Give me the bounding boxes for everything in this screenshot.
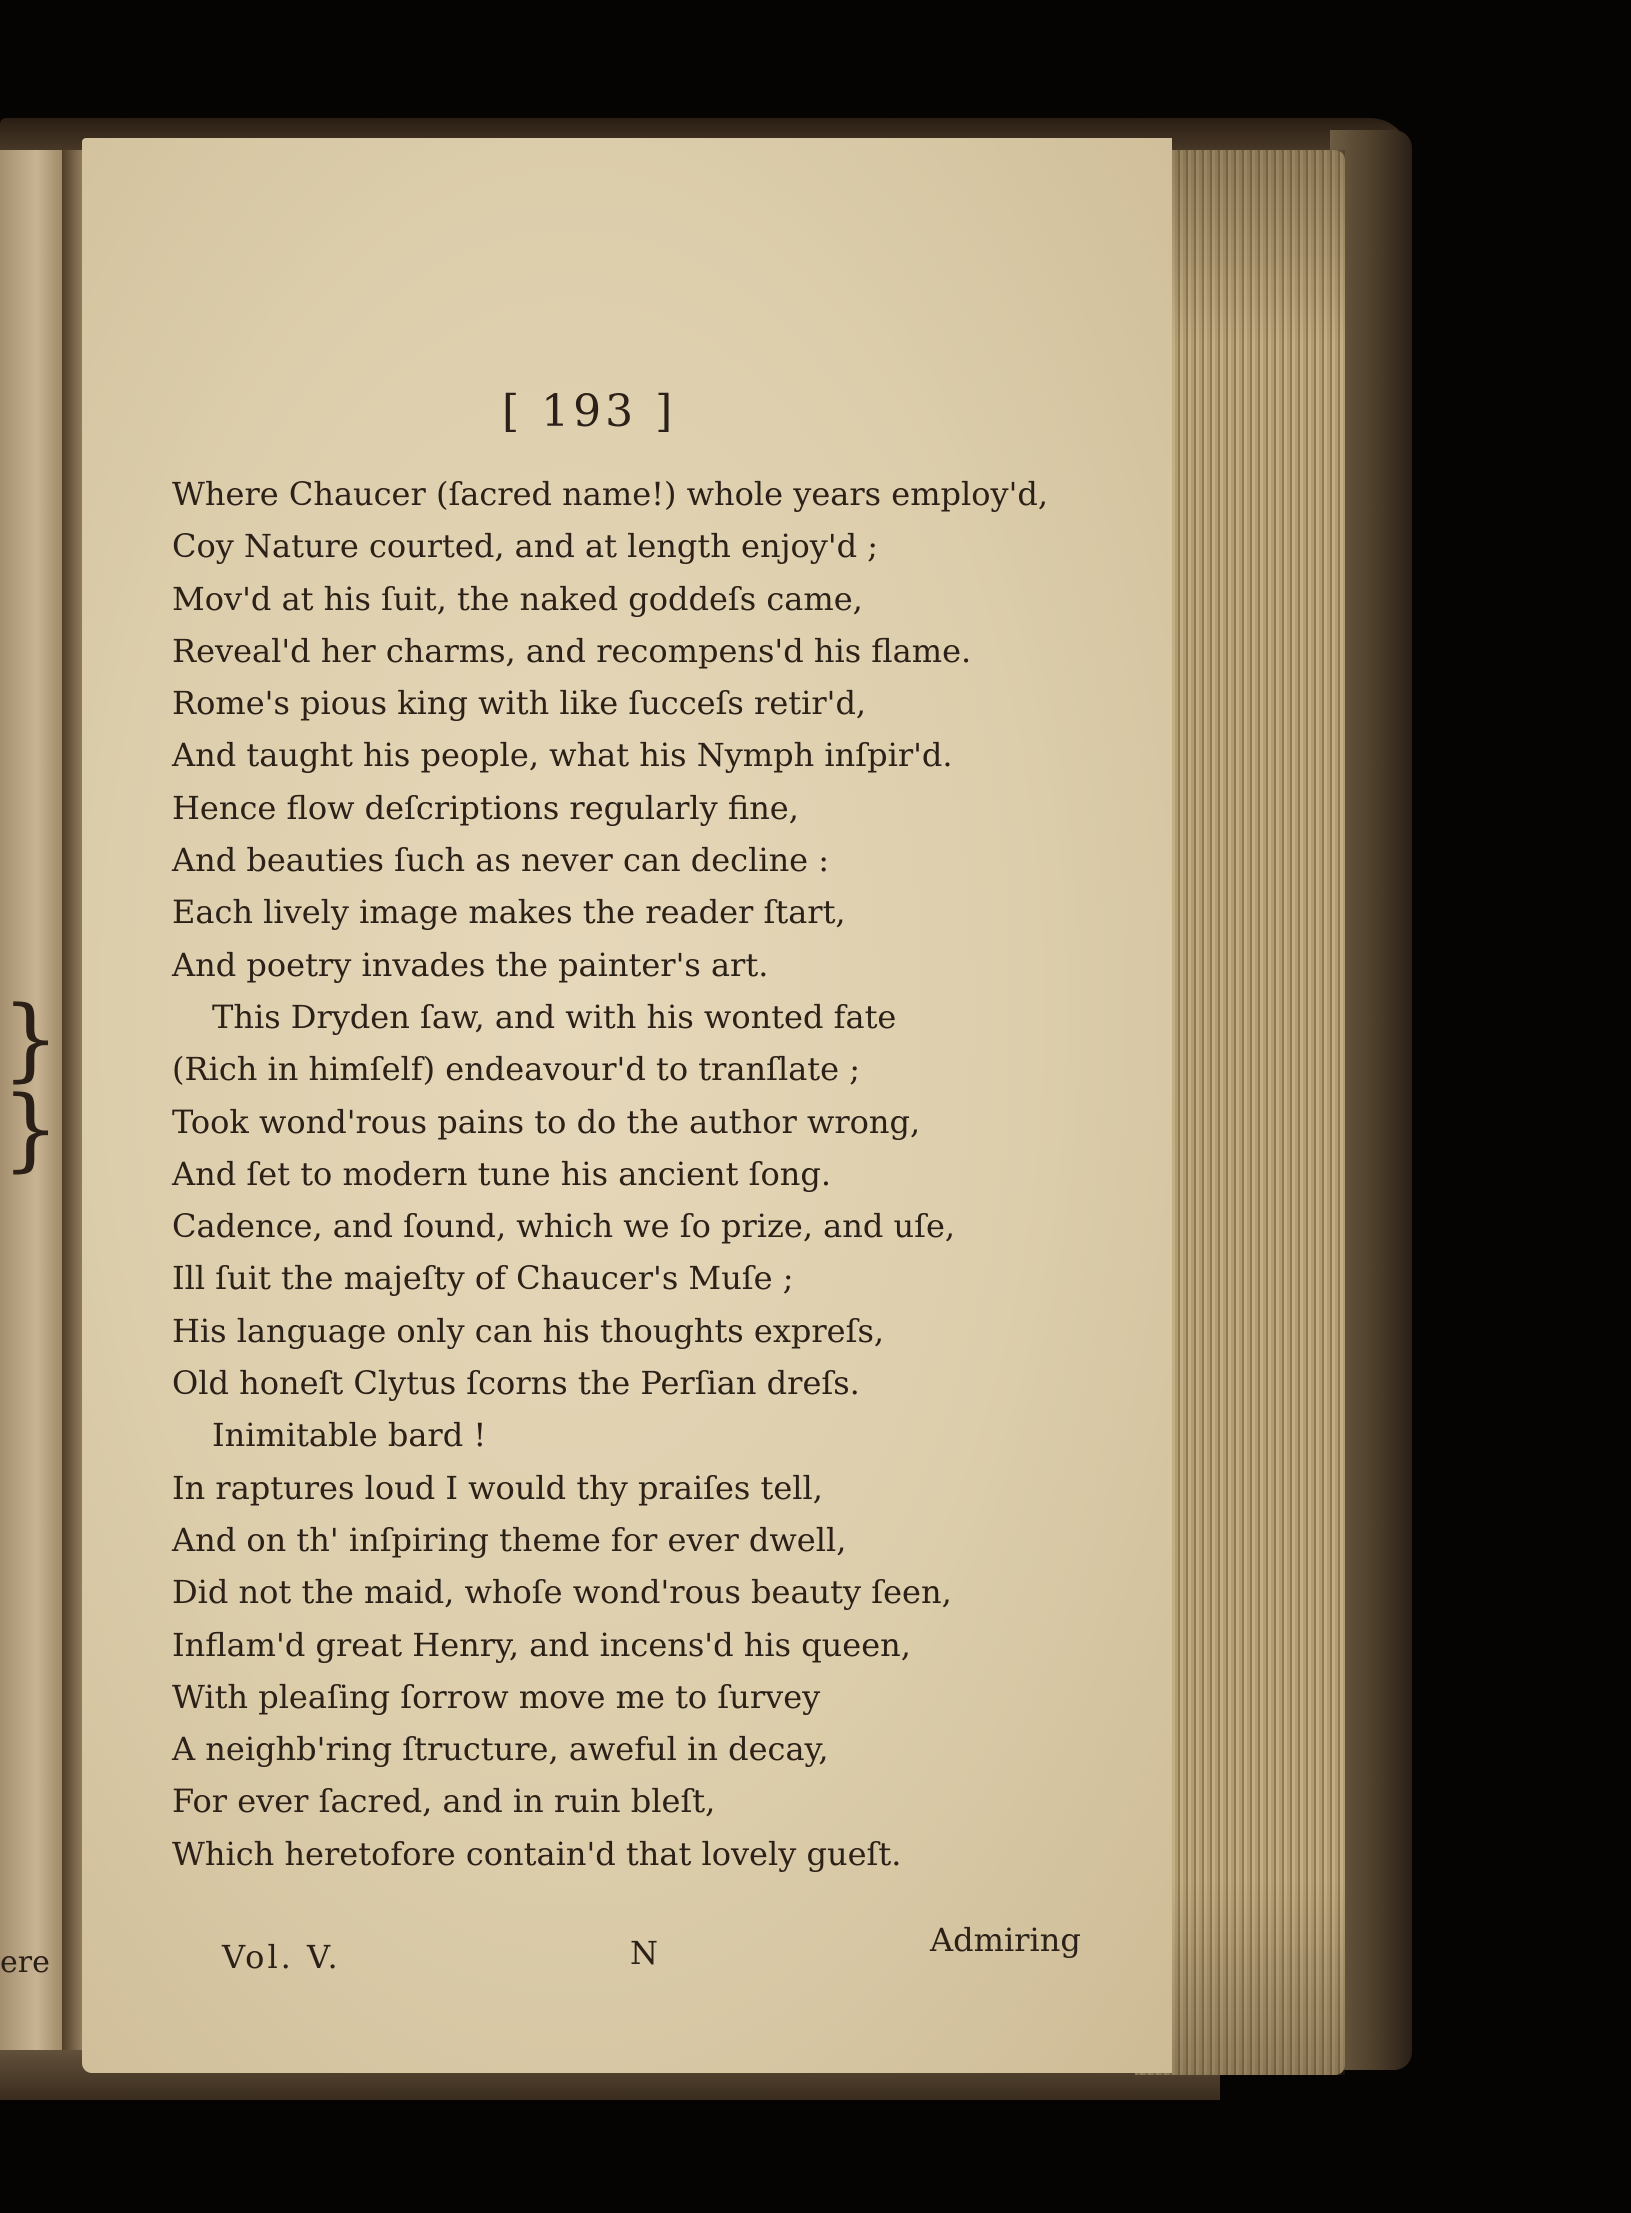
verse-line: And on th' inſpiring theme for ever dwell,	[172, 1520, 847, 1559]
verse-line: This Dryden ſaw, and with his wonted fate	[212, 997, 897, 1036]
footer-catchword: Admiring	[930, 1921, 1081, 1959]
verse-line: Took wond'rous pains to do the author wrong,	[172, 1102, 921, 1141]
verse-line: Old honeſt Clytus ſcorns the Perſian dreſs.	[172, 1364, 860, 1403]
verse-line: With pleaſing ſorrow move me to ſurvey	[172, 1677, 821, 1716]
verse-line: Each lively image makes the reader ſtart,	[172, 893, 846, 932]
verse-line: Reveal'd her charms, and recompens'd his flame.	[172, 631, 972, 670]
verse-line: Coy Nature courted, and at length enjoy'd ;	[172, 527, 879, 566]
verse-line: Where Chaucer (ſacred name!) whole years employ'd,	[172, 475, 1049, 513]
left-page-catchword: ere	[0, 1945, 50, 1980]
left-facing-page	[0, 150, 68, 2050]
verse-line: (Rich in himſelf) endeavour'd to tranſlate ;	[172, 1050, 861, 1089]
verse-line: And beauties ſuch as never can decline :	[172, 841, 830, 880]
verse-line: And ſet to modern tune his ancient ſong.	[172, 1154, 832, 1193]
verse-line: And poetry invades the painter's art.	[172, 945, 769, 984]
verse-line: Inimitable bard !	[212, 1416, 487, 1455]
page-number: [ 193 ]	[502, 386, 677, 437]
footer-signature-mark: N	[630, 1934, 658, 1972]
verse-line: Hence flow deſcriptions regularly fine,	[172, 788, 799, 827]
verse-line: Ill ſuit the majeſty of Chaucer's Muſe ;	[172, 1259, 794, 1298]
verse-line: Cadence, and ſound, which we ſo prize, and uſe,	[172, 1207, 956, 1246]
left-page-brace-top: }	[2, 987, 60, 1092]
verse-line: Rome's pious king with like ſucceſs retir'd,	[172, 684, 867, 723]
verse-line: For ever ſacred, and in ruin bleſt,	[172, 1782, 716, 1821]
verse-line: Did not the maid, whoſe wond'rous beauty ſeen,	[172, 1573, 952, 1612]
footer-volume: Vol. V.	[222, 1938, 341, 1976]
book-page	[82, 138, 1172, 2073]
left-page-brace-bottom: }	[2, 1077, 60, 1182]
verse-line: Mov'd at his ſuit, the naked goddeſs came,	[172, 579, 863, 618]
verse-text	[172, 468, 1212, 1880]
verse-line: Which heretofore contain'd that lovely gueſt.	[172, 1834, 902, 1873]
verse-line: A neighb'ring ſtructure, aweful in decay,	[172, 1730, 829, 1769]
verse-line: His language only can his thoughts expreſs,	[172, 1311, 885, 1350]
verse-line: And taught his people, what his Nymph inſpir'd.	[172, 736, 953, 775]
verse-line: In raptures loud I would thy praiſes tell,	[172, 1468, 823, 1507]
verse-line: Inflam'd great Henry, and incens'd his queen,	[172, 1625, 911, 1664]
